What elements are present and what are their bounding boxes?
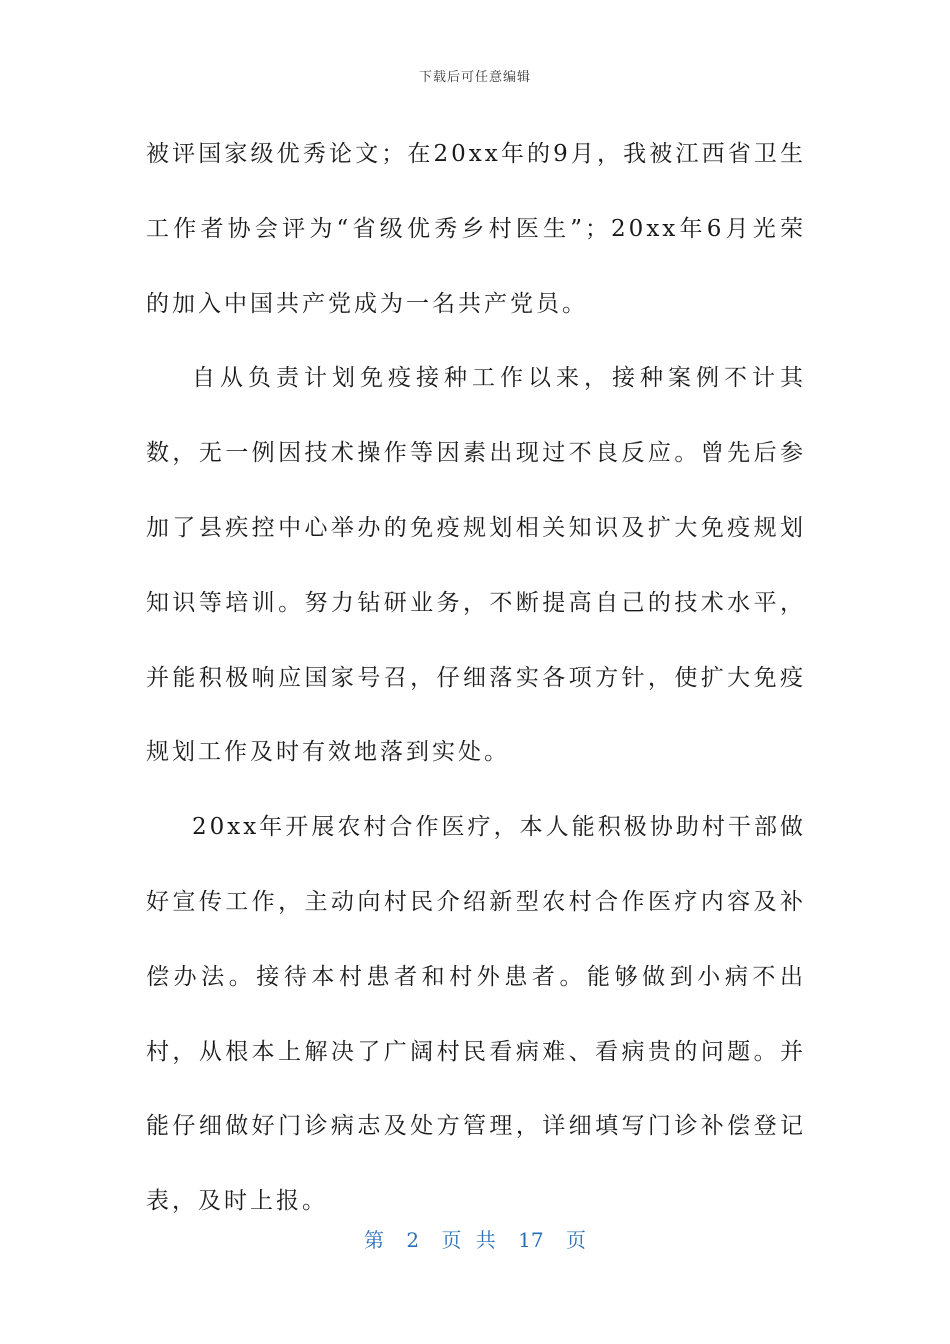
paragraph-3: 20xx年开展农村合作医疗，本人能积极协助村干部做好宣传工作，主动向村民介绍新型农村合作医疗内容及补偿办法。接待本村患者和村外患者。能够做到小病不出村，从根本上解决了广阔村民看病难、看病贵的问题。并能仔细做好门诊病志及处方管理，详细填写门诊补偿登记表，及时上报。: [146, 814, 806, 1215]
footer-label-page: 第: [364, 1228, 384, 1252]
paragraph-1: 被评国家级优秀论文；在20xx年的9月，我被江西省卫生工作者协会评为“省级优秀乡村医生”；20xx年6月光荣的加入中国共产党成为一名共产党员。: [146, 141, 806, 317]
footer-current-page: 2: [406, 1228, 420, 1252]
footer-label-end: 页: [565, 1228, 586, 1252]
page-footer: [0, 1224, 950, 1253]
footer-label-of: 页 共: [441, 1228, 496, 1252]
footer-total-pages: 17: [518, 1228, 544, 1252]
paragraph-2: 自从负责计划免疫接种工作以来，接种案例不计其数，无一例因技术操作等因素出现过不良反应。曾先后参加了县疾控中心举办的免疫规划相关知识及扩大免疫规划知识等培训。努力钻研业务，不断提高自己的技术水平，并能积极响应国家号召，仔细落实各项方针，使扩大免疫规划工作及时有效地落到实处。: [146, 365, 806, 766]
document-body: [146, 117, 806, 1239]
header-note: 下载后可任意编辑: [418, 70, 531, 85]
